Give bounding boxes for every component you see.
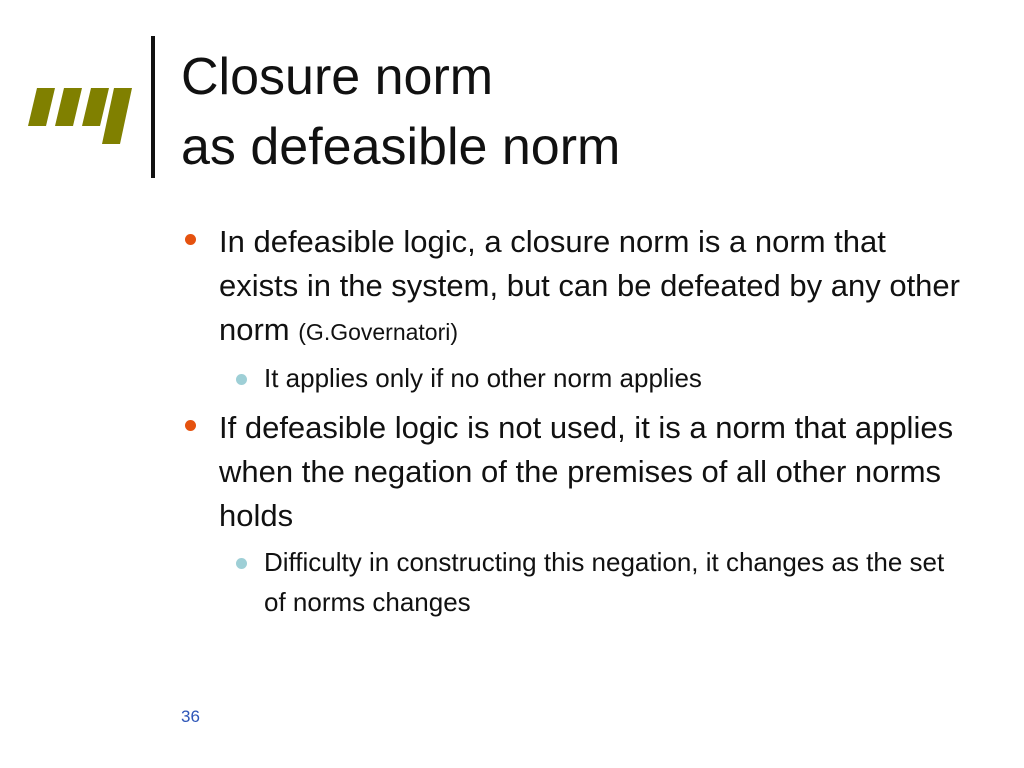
slide-title-line-2: as defeasible norm — [181, 118, 621, 176]
logo-bar-2 — [55, 88, 82, 126]
bullet-dot-2 — [185, 420, 196, 431]
slide-title-line-1: Closure norm — [181, 48, 494, 106]
page-number: 36 — [181, 707, 200, 726]
bullet-dot-1 — [185, 234, 196, 245]
bullet-item-2 — [182, 406, 972, 538]
sub-bullet-item-2 — [182, 542, 972, 622]
sub-bullet-text-1: It applies only if no other norm applies — [264, 363, 702, 393]
slide-content — [182, 220, 972, 630]
logo-bar-1 — [28, 88, 55, 126]
sub-bullet-text-2: Difficulty in constructing this negation, it changes as the set of norms changes — [264, 547, 945, 617]
logo-bar-3 — [82, 88, 109, 126]
bullet-text-2: If defeasible logic is not used, it is a norm that applies when the negation of the premises of all other norms holds — [219, 410, 954, 533]
sub-bullet-item-1 — [182, 358, 972, 398]
slanted-bars-logo-icon — [28, 84, 132, 148]
bullet-text-1: In defeasible logic, a closure norm is a norm that exists in the system, but can be defeated by any other norm — [219, 224, 960, 347]
slide-title — [181, 42, 620, 182]
title-rule — [151, 36, 155, 178]
sub-bullet-dot-1 — [236, 374, 247, 385]
citation: (G.Governatori) — [298, 319, 459, 345]
sub-bullet-dot-2 — [236, 558, 247, 569]
bullet-item-1 — [182, 220, 972, 354]
